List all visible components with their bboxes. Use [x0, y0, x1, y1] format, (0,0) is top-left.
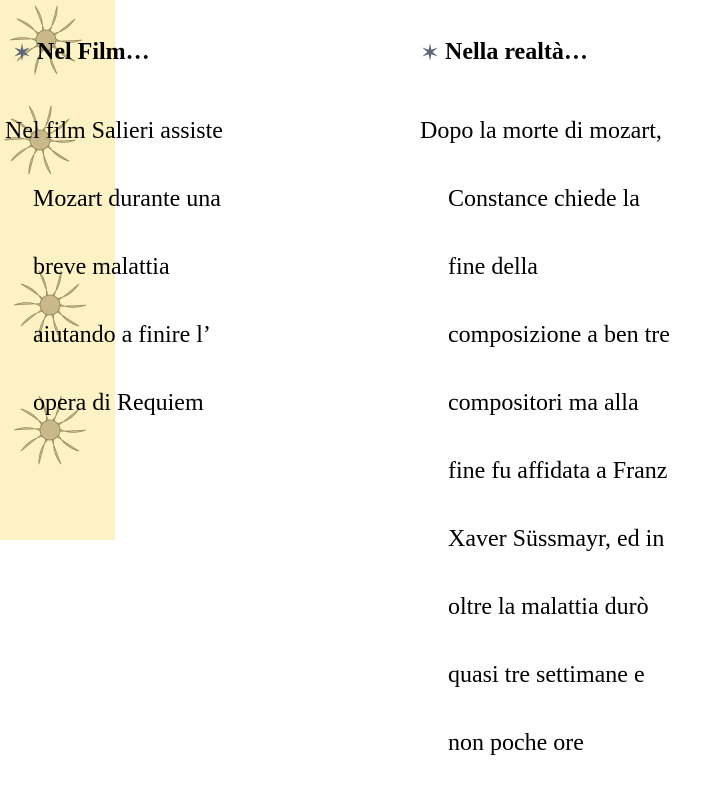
body-line: quasi tre settimane e	[448, 662, 645, 688]
left-column	[5, 40, 325, 454]
right-heading-text: Nella realtà…	[445, 39, 588, 65]
left-body	[5, 80, 325, 454]
star-bullet-icon	[420, 42, 440, 62]
body-line: Mozart durante una	[33, 186, 221, 212]
right-body	[420, 80, 720, 794]
star-bullet-icon	[12, 42, 32, 62]
body-line: composizione a ben tre	[448, 322, 670, 348]
right-heading	[420, 40, 720, 64]
left-heading	[12, 40, 325, 64]
body-line: Nel film Salieri assiste	[5, 118, 223, 144]
body-line: fine della	[448, 254, 538, 280]
body-line: oltre la malattia durò	[448, 594, 649, 620]
body-line: non poche ore	[448, 730, 584, 756]
body-line: breve malattia	[33, 254, 170, 280]
body-line: opera di Requiem	[33, 390, 204, 416]
body-line: aiutando a finire l’	[33, 322, 211, 348]
left-heading-text: Nel Film…	[37, 39, 150, 65]
right-column	[420, 40, 720, 794]
body-line: Constance chiede la	[448, 186, 640, 212]
body-line: fine fu affidata a Franz	[448, 458, 668, 484]
body-line: Dopo la morte di mozart,	[420, 118, 662, 144]
body-line: compositori ma alla	[448, 390, 639, 416]
body-line: Xaver Süssmayr, ed in	[448, 526, 665, 552]
